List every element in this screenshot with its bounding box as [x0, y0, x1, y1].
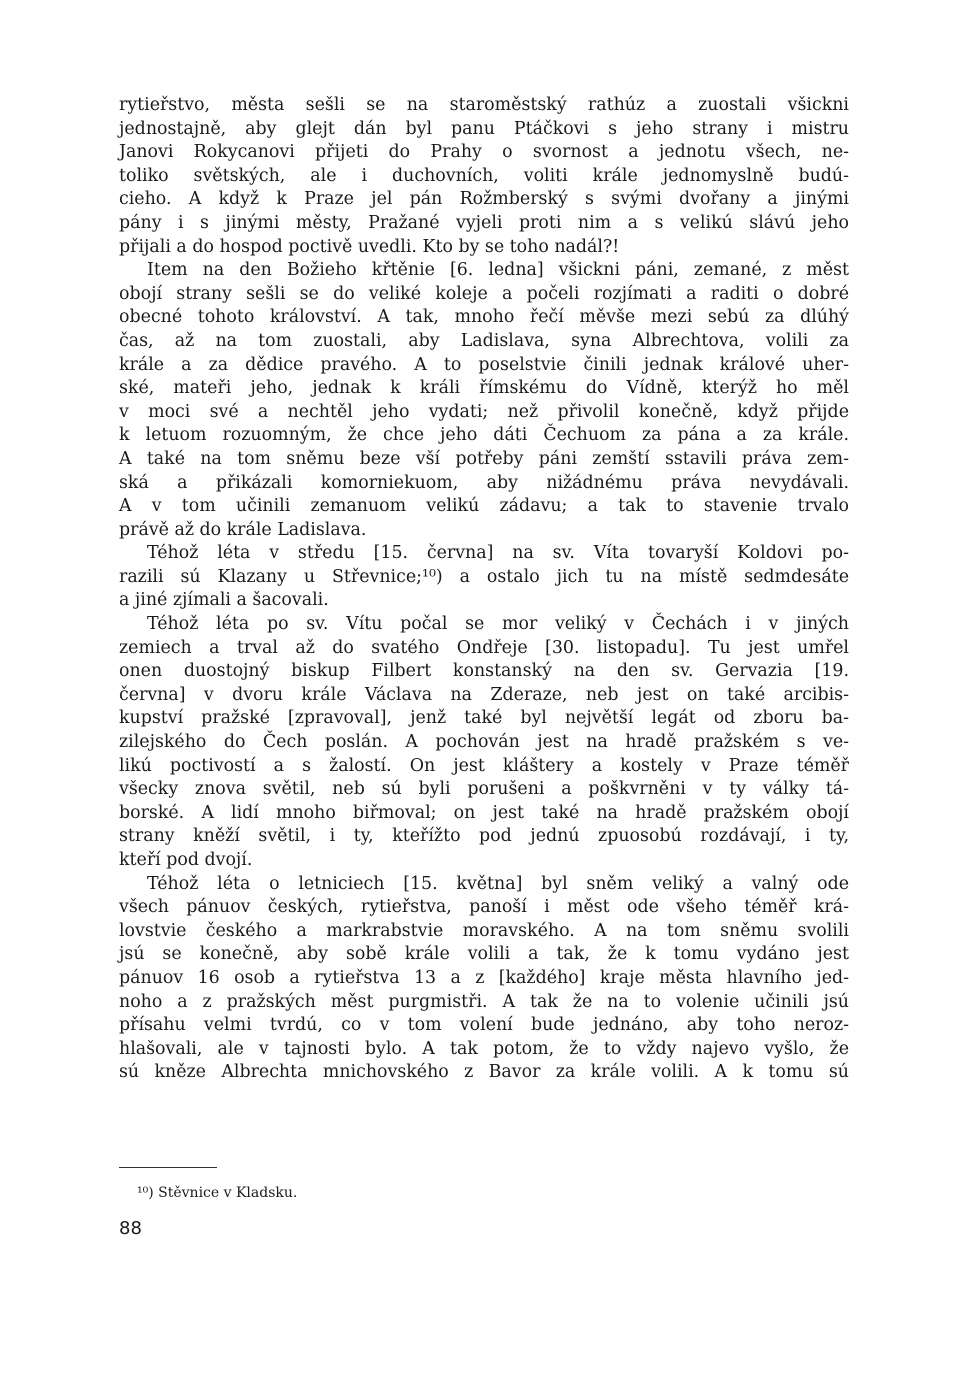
text-line: lovstvie českého a markrabstvie moravského. A na tom sněmu svolili: [119, 920, 849, 941]
text-line: čas, až na tom zuostali, aby Ladislava, syna Albrechtova, volili za: [119, 330, 849, 351]
text-line: krále a za dědice pravého. A to poselstvie činili jednak králové uher-: [119, 354, 849, 375]
footnote: ¹⁰) Stěvnice v Kladsku.: [137, 1185, 298, 1201]
text-line: právě až do krále Ladislava.: [119, 519, 367, 540]
paragraph: [119, 613, 849, 873]
text-line: borské. A lidí mnoho biřmoval; on jest také na hradě pražském obojí: [119, 802, 849, 823]
text-line: Téhož léta o letniciech [15. května] byl sněm veliký a valný ode: [147, 873, 849, 894]
text-line: zemiech a trval až do svatého Ondřeje [30. listopadu]. Tu jest umřel: [119, 637, 849, 658]
page-number: 88: [119, 1218, 142, 1239]
paragraph: [119, 259, 849, 542]
text-line: všecky znova světil, neb sú byli porušeni a poškvrněni v ty války tá-: [119, 779, 849, 800]
text-line: kteří pod dvojí.: [119, 850, 253, 870]
text-line: likú poctivostí a s žalostí. On jest kláštery a kostely v Praze téměř: [119, 755, 849, 776]
text-line: hlašovali, ale v tajnosti bylo. A tak potom, že to vždy najevo vyšlo, že: [119, 1038, 849, 1059]
paragraph: [119, 94, 849, 259]
text-line: Item na den Božieho křtěnie [6. ledna] všickni páni, zemané, z měst: [147, 260, 849, 281]
text-line: cieho. A když k Praze jel pán Rožmberský s svými dvořany a jinými: [119, 189, 849, 210]
text-line: ské, mateři jeho, jednak k králi římskému do Vídně, kterýž ho měl: [119, 378, 849, 399]
text-line: v moci své a nechtěl jeho vydati; než přivolil konečně, když přijde: [119, 401, 849, 422]
text-line: Janovi Rokycanovi přijeti do Prahy o svornost a jednotu všech, ne-: [119, 142, 849, 163]
text-line: k letuom rozuomným, že chce jeho dáti Čechuom za pána a za krále.: [119, 425, 849, 446]
text-line: ská a přikázali komorniekuom, aby nižádnému práva nevydávali.: [119, 472, 849, 493]
text-line: a jiné zjímali a šacovali.: [119, 590, 329, 611]
text-line: rytieřstvo, města sešli se na staroměstský rathúz a zuostali všickni: [119, 95, 849, 115]
text-line: onen duostojný biskup Filbert konstanský na den sv. Gervazia [19.: [119, 661, 849, 682]
text-line: Téhož léta po sv. Vítu počal se mor veliký v Čechách i v jiných: [147, 614, 849, 635]
text-line: Téhož léta v středu [15. června] na sv. Víta tovaryší Koldovi po-: [147, 543, 849, 564]
text-line: června] v dvoru krále Václava na Zderaze, neb jest on také arcibis-: [119, 684, 849, 705]
text-line: přísahu velmi tvrdú, co v tom volení bude jednáno, aby toho neroz-: [119, 1015, 849, 1036]
body-text: [119, 94, 849, 1085]
text-line: A také na tom sněmu beze vší potřeby páni zemští sstavili práva zem-: [119, 448, 849, 469]
text-line: všech pánuov českých, rytieřstva, panoší i měst ode všeho téměř krá-: [119, 897, 849, 918]
text-line: zilejského do Čech poslán. A pochován jest na hradě pražském s ve-: [119, 732, 849, 753]
text-line: sú kněze Albrechta mnichovského z Bavor za krále volili. A k tomu sú: [119, 1062, 849, 1083]
text-line: přijali a do hospod poctivě uvedli. Kto by se toho nadál?!: [119, 236, 620, 257]
text-line: jsú se konečně, aby sobě krále volili a tak, že k tomu vydáno jest: [119, 944, 849, 965]
text-line: obojí strany sešli se do veliké koleje a počeli rozjímati a raditi o dobré: [119, 283, 849, 304]
text-line: pánuov 16 osob a rytieřstva 13 a z [každého] kraje města hlavního jed-: [119, 967, 849, 988]
text-line: jednostajně, aby glejt dán byl panu Ptáčkovi s jeho strany i mistru: [119, 118, 849, 139]
text-line: strany kněží světil, i ty, kteřížto pod jednú zpuosobú rozdávají, i ty,: [119, 826, 849, 847]
text-line: kupství pražské [zpravoval], jenž také byl největší legát od zboru ba-: [119, 708, 849, 729]
text-line: razili sú Klazany u Střevnice;¹⁰) a ostalo jich tu na místě sedmdesáte: [119, 566, 849, 587]
footnote-separator: [119, 1167, 217, 1168]
text-line: noho a z pražských měst purgmistři. A tak že na to volenie učinili jsú: [119, 991, 849, 1012]
text-line: obecné tohoto království. A tak, mnoho řečí měvše mezi sebú za dlúhý: [119, 307, 849, 328]
paragraph: [119, 873, 849, 1085]
text-line: A v tom učinili zemanuom velikú zádavu; a tak to stavenie trvalo: [119, 496, 849, 517]
text-line: toliko světských, ale i duchovních, voliti krále jednomyslně budú-: [119, 165, 849, 186]
text-line: pány i s jinými městy, Pražané vyjeli proti nim a s velikú slávú jeho: [119, 212, 849, 233]
paragraph: [119, 542, 849, 613]
